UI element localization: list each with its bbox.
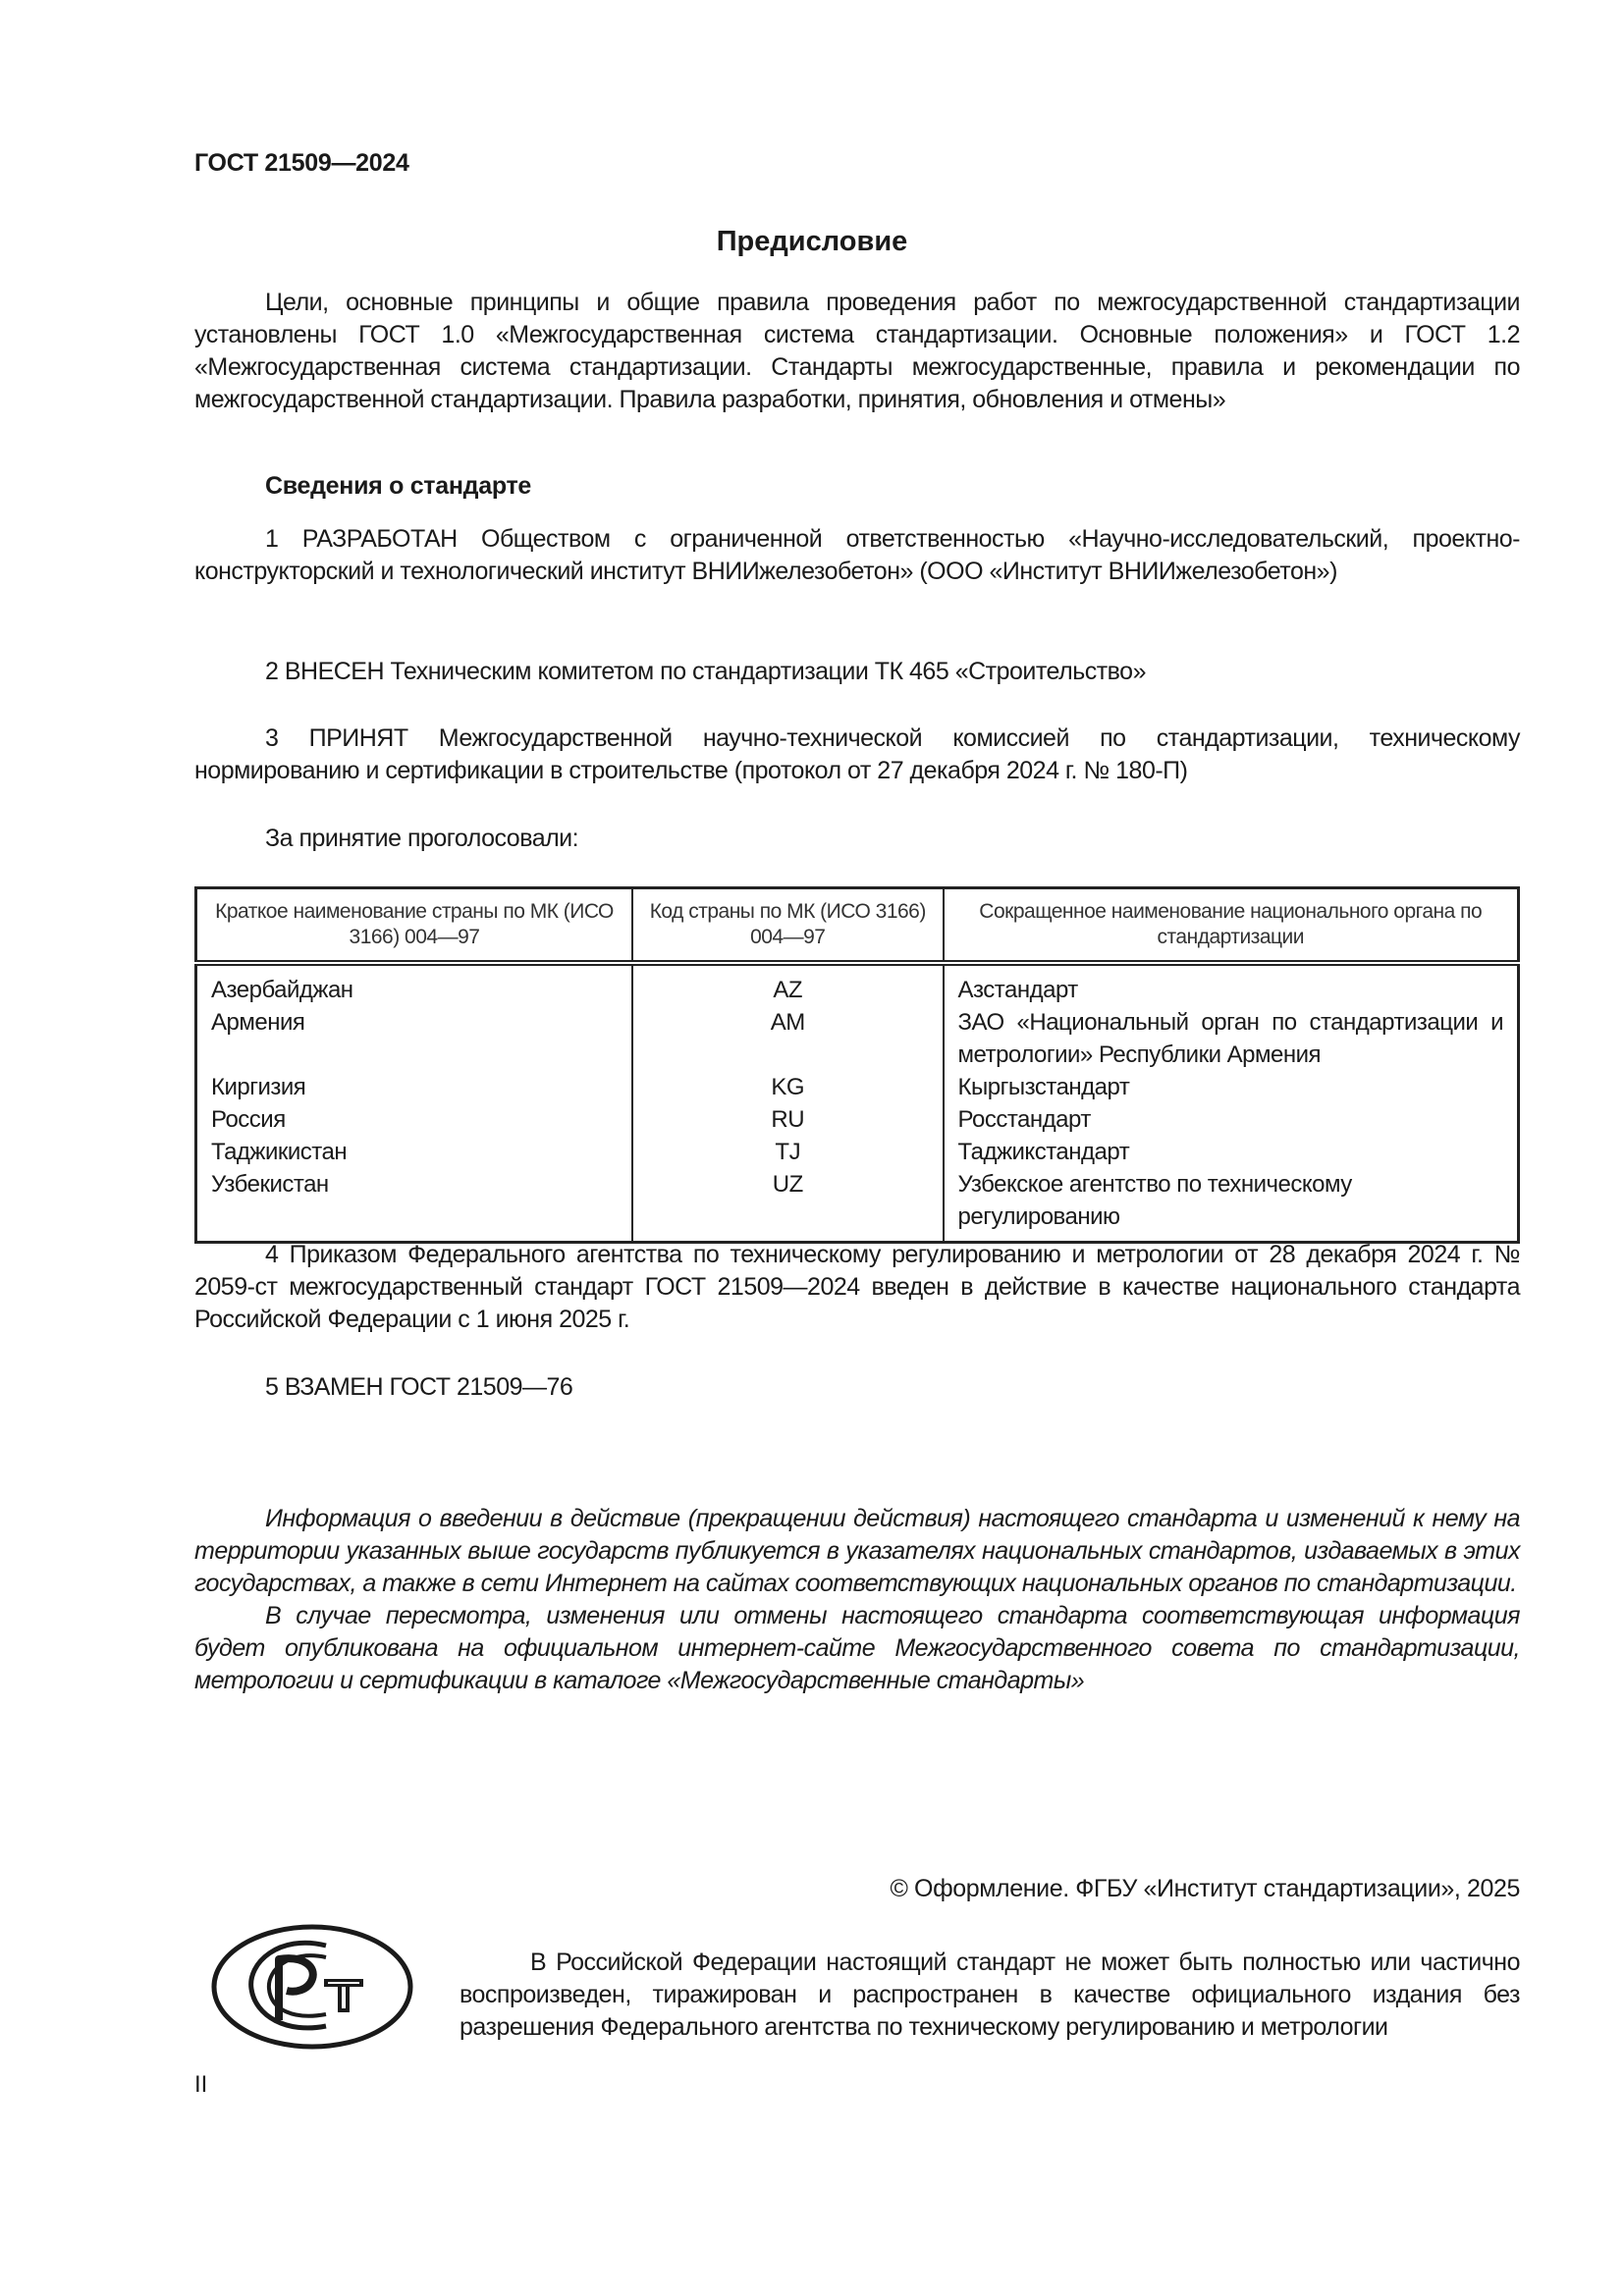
doc-code: ГОСТ 21509—2024: [194, 149, 409, 177]
item-2-text: 2 ВНЕСЕН Техническим комитетом по стандартизации ТК 465 «Строительство»: [265, 658, 1146, 685]
table-row: [196, 1006, 1519, 1071]
voted-text: За принятие проголосовали:: [265, 825, 579, 852]
code-cell: TJ: [632, 1136, 944, 1168]
item-4: [194, 1239, 1520, 1336]
body-cell: Таджикстандарт: [944, 1136, 1519, 1168]
body-cell: Азстандарт: [944, 963, 1519, 1006]
code-cell: RU: [632, 1103, 944, 1136]
code-cell: AZ: [632, 963, 944, 1006]
rst-logo-icon: [210, 1924, 414, 2050]
table-row: [196, 1103, 1519, 1136]
country-cell: Таджикистан: [211, 1139, 348, 1165]
item-2: [194, 656, 1520, 688]
page-title: Предисловие: [716, 226, 908, 257]
col-body-header: Сокращенное наименование национального органа по стандартизации: [944, 888, 1519, 964]
page-number: II: [194, 2071, 208, 2098]
country-cell: Узбекистан: [211, 1171, 329, 1198]
item-4-text: 4 Приказом Федерального агентства по техническому регулированию и метрологии от 28 декабря 2024 г. № 2059-ст межгосударственный стандарт ГОСТ 21509—2024 введен в действие в качестве национального стандарта Российской Федерации с 1 июня 2025 г.: [194, 1241, 1520, 1333]
item-3-text: 3 ПРИНЯТ Межгосударственной научно-технической комиссией по стандартизации, техническому нормированию и сертификации в строительстве (протокол от 27 декабря 2024 г. № 180-П): [194, 724, 1520, 784]
body-cell: ЗАО «Национальный орган по стандартизации и метрологии» Республики Армения: [944, 1006, 1519, 1071]
intro-block: [194, 287, 1520, 416]
voted-block: [194, 823, 1520, 855]
info-heading: Сведения о стандарте: [265, 472, 532, 500]
country-cell: Киргизия: [211, 1074, 306, 1100]
body-cell: Узбекское агентство по техническому регулированию: [944, 1168, 1519, 1243]
col-country-header: Краткое наименование страны по МК (ИСО 3166) 004—97: [196, 888, 633, 964]
country-cell: Россия: [211, 1106, 286, 1133]
notice-paragraph-1: Информация о введении в действие (прекращении действия) настоящего стандарта и изменений к нему на территории указанных выше государств публикуется в указателях национальных стандартов, издаваемых в этих государствах, а также в сети Интернет на сайтах соответствующих национальных органов по стандартизации.: [194, 1505, 1520, 1597]
item-1-text: 1 РАЗРАБОТАН Обществом с ограниченной ответственностью «Научно-исследовательский, проектно-конструкторский и технологический институт ВНИИжелезобетон» (ООО «Институт ВНИИжелезобетон»): [194, 525, 1520, 585]
item-1: [194, 523, 1520, 588]
item-3: [194, 722, 1520, 787]
table-header-row: [196, 888, 1519, 964]
intro-paragraph: Цели, основные принципы и общие правила проведения работ по межгосударственной стандартизации установлены ГОСТ 1.0 «Межгосударственная система стандартизации. Основные положения» и ГОСТ 1.2 «Межгосударственная система стандартизации. Стандарты межгосударственные, правила и рекомендации по межгосударственной стандартизации. Правила разработки, принятия, обновления и отмены»: [194, 289, 1520, 413]
table-row: [196, 963, 1519, 1006]
body-cell: Кыргызстандарт: [944, 1071, 1519, 1103]
country-cell: Армения: [211, 1009, 305, 1036]
notice-paragraph-2: В случае пересмотра, изменения или отмены настоящего стандарта соответствующая информация будет опубликована на официальном интернет-сайте Межгосударственного совета по стандартизации, метрологии и сертификации в каталоге «Межгосударственные стандарты»: [194, 1602, 1520, 1694]
col-code-header: Код страны по МК (ИСО 3166) 004—97: [632, 888, 944, 964]
item-5: [194, 1371, 1520, 1404]
code-cell: UZ: [632, 1168, 944, 1243]
table-row: [196, 1071, 1519, 1103]
table-row: [196, 1168, 1519, 1243]
code-cell: AM: [632, 1006, 944, 1071]
code-cell: KG: [632, 1071, 944, 1103]
rights-text: В Российской Федерации настоящий стандарт не может быть полностью или частично воспроизведен, тиражирован и распространен в качестве официального издания без разрешения Федерального агентства по техническому регулированию и метрологии: [460, 1949, 1520, 2041]
rights-block: [460, 1947, 1520, 2044]
info-heading-block: [194, 470, 1520, 503]
voting-table: [194, 886, 1520, 1244]
notice-block: [194, 1503, 1520, 1697]
body-cell: Росстандарт: [944, 1103, 1519, 1136]
table-row: [196, 1136, 1519, 1168]
country-cell: Азербайджан: [211, 977, 353, 1003]
copyright-text: © Оформление. ФГБУ «Институт стандартизации», 2025: [890, 1875, 1520, 1902]
item-5-text: 5 ВЗАМЕН ГОСТ 21509—76: [265, 1373, 573, 1401]
